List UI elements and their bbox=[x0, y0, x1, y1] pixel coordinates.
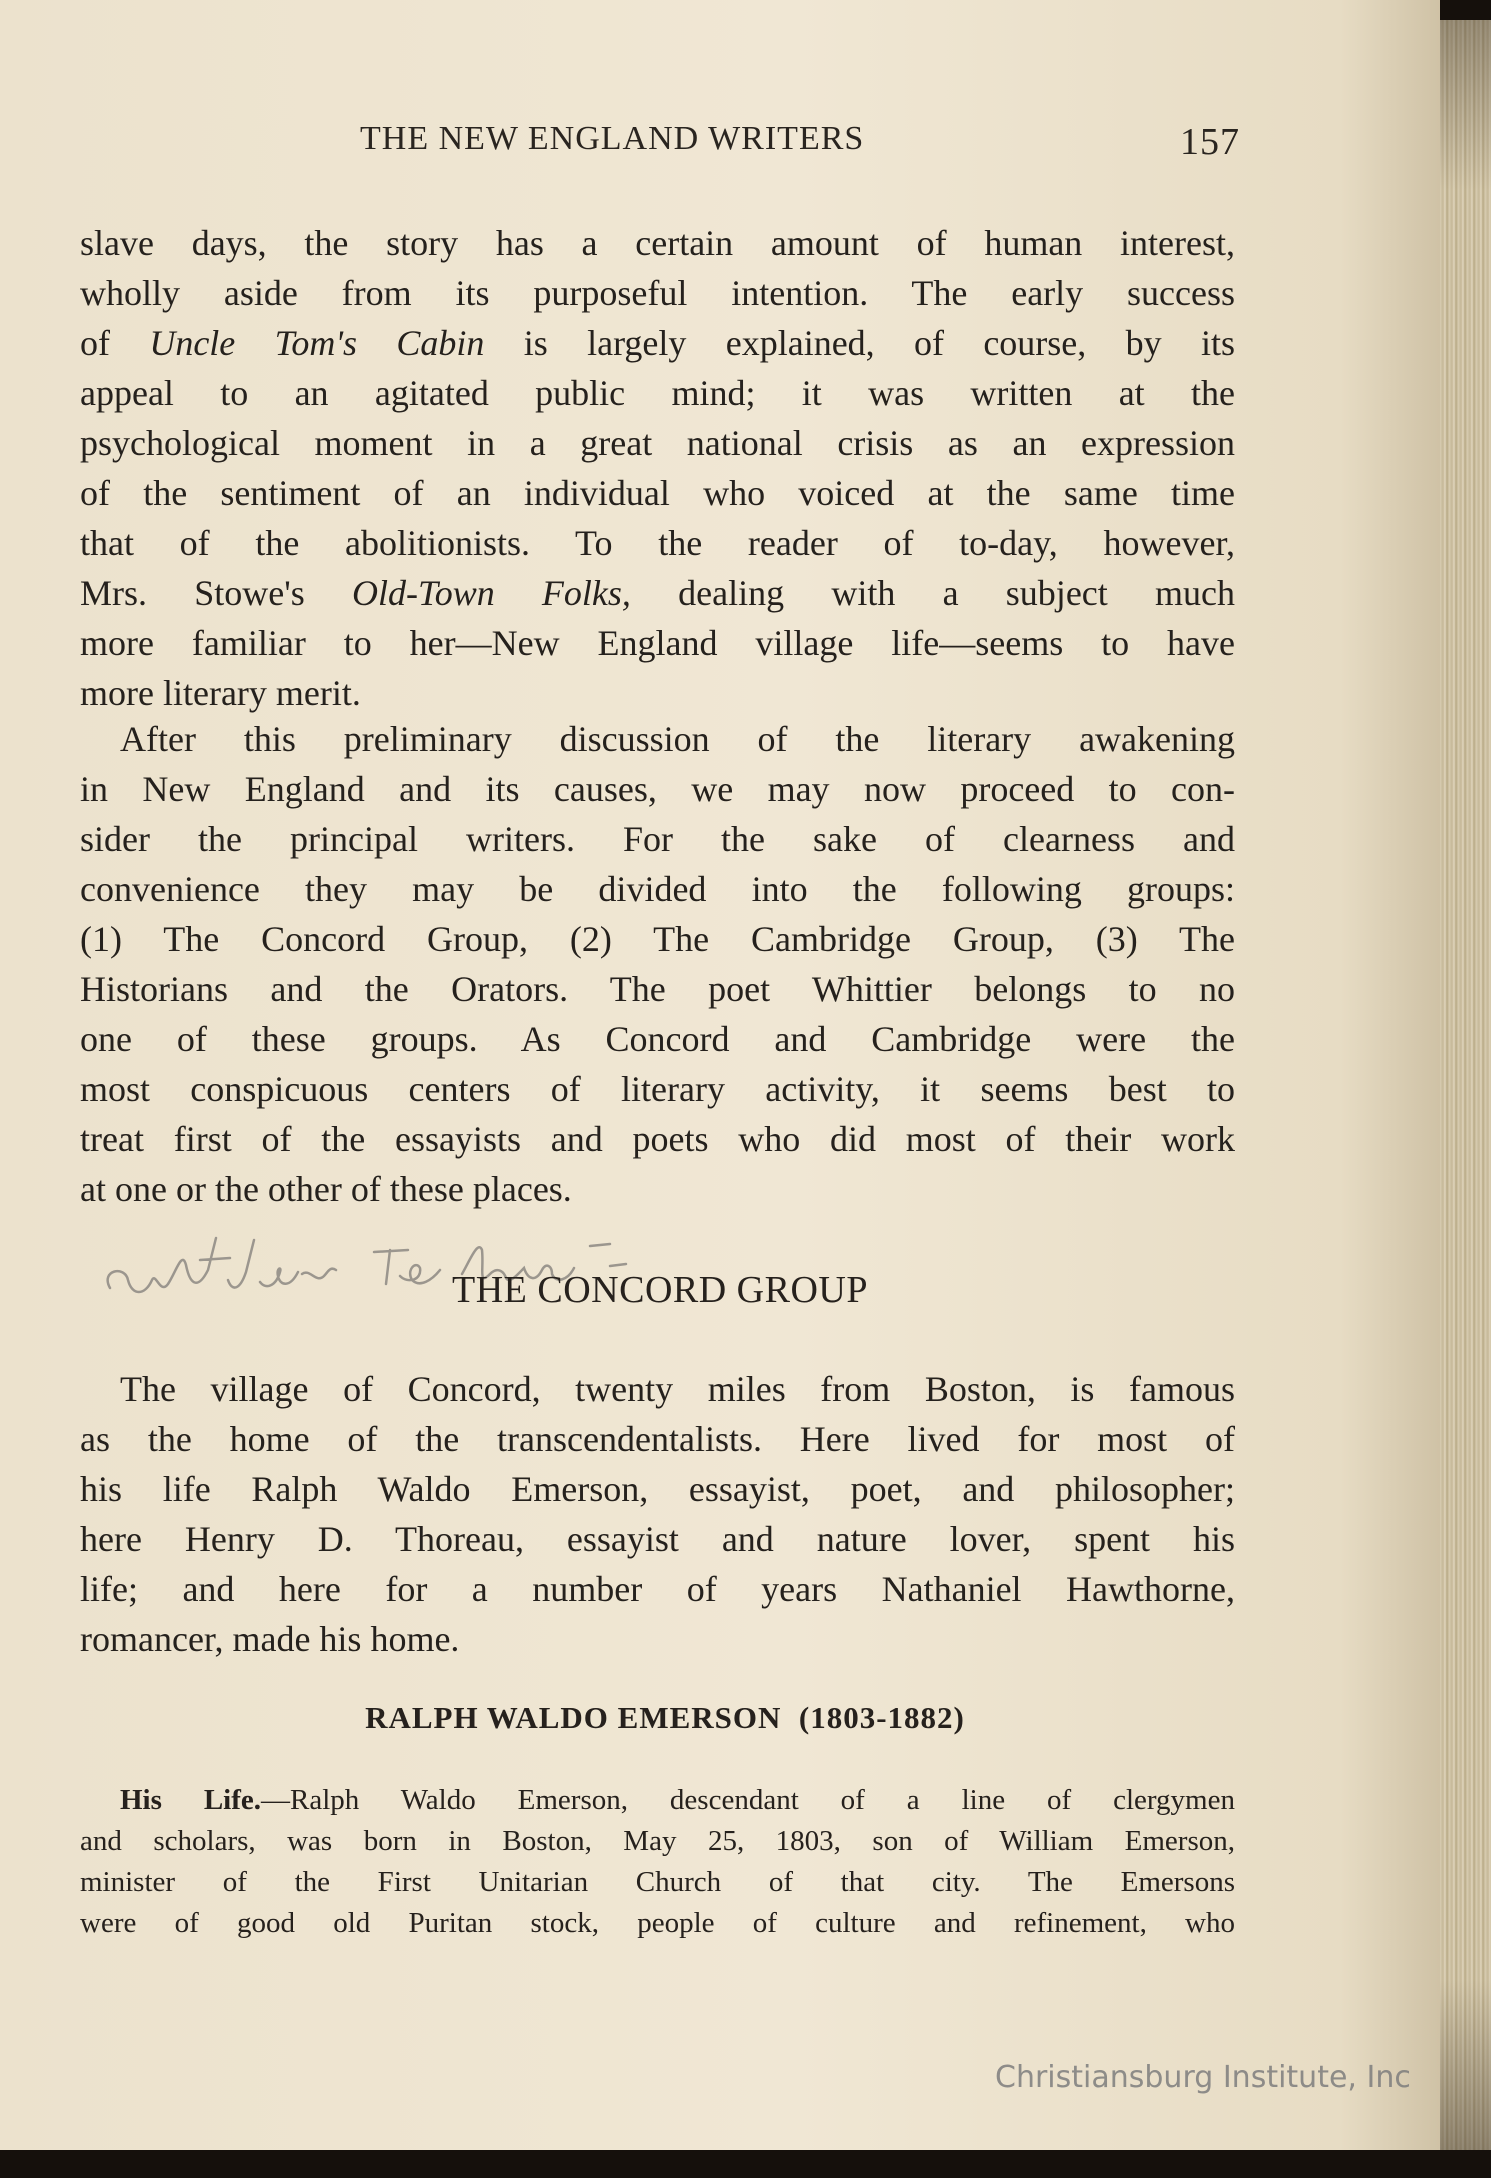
text-line: and scholars, was born in Boston, May 25, 1803, son of William Emerson, bbox=[80, 1825, 1235, 1857]
paragraph-his-life bbox=[80, 1780, 1235, 1944]
text-line: here Henry D. Thoreau, essayist and nature lover, spent his bbox=[80, 1519, 1235, 1559]
paragraph-continued bbox=[80, 218, 1235, 718]
book-title-old-town-folks: Old-Town Folks, bbox=[351, 573, 631, 613]
text-line: in New England and its causes, we may now proceed to con- bbox=[80, 769, 1235, 809]
page-edges bbox=[1440, 20, 1491, 2150]
text-line: at one or the other of these places. bbox=[80, 1169, 572, 1209]
text-line: appeal to an agitated public mind; it was written at the bbox=[80, 373, 1235, 413]
text-line: of the sentiment of an individual who voiced at the same time bbox=[80, 473, 1235, 513]
page-header bbox=[80, 120, 1240, 170]
text-line: treat first of the essayists and poets who did most of their work bbox=[80, 1119, 1235, 1159]
text-line: one of these groups. As Concord and Cambridge were the bbox=[80, 1019, 1235, 1059]
watermark: Christiansburg Institute, Inc bbox=[995, 2060, 1411, 2095]
text-line: (1) The Concord Group, (2) The Cambridge Group, (3) The bbox=[80, 919, 1235, 959]
running-title: THE NEW ENGLAND WRITERS bbox=[360, 120, 865, 157]
text-line: The village of Concord, twenty miles from Boston, is famous bbox=[120, 1369, 1235, 1409]
subheading-dates: (1803-1882) bbox=[798, 1700, 965, 1735]
text-line: romancer, made his home. bbox=[80, 1619, 460, 1659]
text-line: of Uncle Tom's Cabin is largely explained, of course, by its bbox=[80, 323, 1235, 363]
text-line: convenience they may be divided into the following groups: bbox=[80, 869, 1235, 909]
text-line: Mrs. Stowe's Old-Town Folks, dealing with a subject much bbox=[80, 573, 1235, 613]
subheading-emerson bbox=[0, 1700, 1330, 1736]
page-number: 157 bbox=[1180, 121, 1240, 163]
subheading-name: RALPH WALDO EMERSON bbox=[365, 1700, 782, 1735]
text-line: His Life.—Ralph Waldo Emerson, descendant of a line of clergymen bbox=[120, 1784, 1235, 1816]
text-line: as the home of the transcendentalists. Here lived for most of bbox=[80, 1419, 1235, 1459]
book-title-uncle-toms-cabin: Uncle Tom's Cabin bbox=[149, 323, 485, 363]
text-line: Historians and the Orators. The poet Whittier belongs to no bbox=[80, 969, 1235, 1009]
text-line: slave days, the story has a certain amount of human interest, bbox=[80, 223, 1235, 263]
text-line: psychological moment in a great national crisis as an expression bbox=[80, 423, 1235, 463]
text-line: minister of the First Unitarian Church of that city. The Emersons bbox=[80, 1866, 1235, 1898]
text-line: that of the abolitionists. To the reader of to-day, however, bbox=[80, 523, 1235, 563]
text-line: more familiar to her—New England village life—seems to have bbox=[80, 623, 1235, 663]
run-in-heading: His Life. bbox=[120, 1784, 262, 1816]
text-line: life; and here for a number of years Nathaniel Hawthorne, bbox=[80, 1569, 1235, 1609]
paragraph-concord bbox=[80, 1364, 1235, 1664]
text-line: were of good old Puritan stock, people of culture and refinement, who bbox=[80, 1907, 1235, 1939]
text-line: wholly aside from its purposeful intention. The early success bbox=[80, 273, 1235, 313]
text-line: more literary merit. bbox=[80, 673, 361, 713]
text-line: After this preliminary discussion of the literary awakening bbox=[120, 719, 1235, 759]
text-line: sider the principal writers. For the sake of clearness and bbox=[80, 819, 1235, 859]
section-heading-concord-group: THE CONCORD GROUP bbox=[452, 1269, 868, 1311]
paragraph-groups bbox=[80, 714, 1235, 1214]
text-line: most conspicuous centers of literary activity, it seems best to bbox=[80, 1069, 1235, 1109]
text-line: his life Ralph Waldo Emerson, essayist, poet, and philosopher; bbox=[80, 1469, 1235, 1509]
